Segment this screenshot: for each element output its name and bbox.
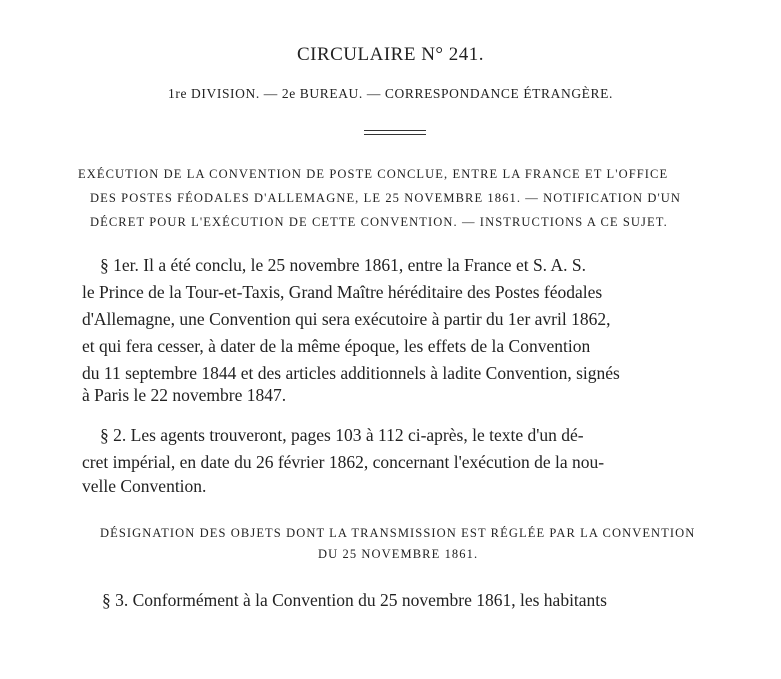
- paragraph-line: § 2. Les agents trouveront, pages 103 à 112 ci-après, le texte d'un dé-: [100, 425, 584, 445]
- division-subtitle: 1re DIVISION. — 2e BUREAU. — CORRESPONDANCE ÉTRANGÈRE.: [168, 86, 613, 101]
- paragraph-line: et qui fera cesser, à dater de la même époque, les effets de la Convention: [82, 336, 591, 356]
- heading-line: DES POSTES FÉODALES D'ALLEMAGNE, LE 25 NOVEMBRE 1861. — NOTIFICATION D'UN: [90, 191, 682, 205]
- circular-title: CIRCULAIRE N° 241.: [296, 44, 485, 65]
- paragraph-line: d'Allemagne, une Convention qui sera exécutoire à partir du 1er avril 1862,: [82, 309, 611, 329]
- paragraph-line: à Paris le 22 novembre 1847.: [82, 385, 287, 405]
- heading-line: DÉCRET POUR L'EXÉCUTION DE CETTE CONVENTION. — INSTRUCTIONS A CE SUJET.: [90, 215, 668, 229]
- paragraph-line: velle Convention.: [82, 476, 207, 496]
- heading-line: EXÉCUTION DE LA CONVENTION DE POSTE CONCLUE, ENTRE LA FRANCE ET L'OFFICE: [78, 167, 669, 181]
- decorative-rule: [364, 130, 426, 135]
- paragraph-line: le Prince de la Tour-et-Taxis, Grand Maître héréditaire des Postes féodales: [82, 282, 603, 302]
- paragraph-line: cret impérial, en date du 26 février 1862, concernant l'exécution de la nou-: [82, 452, 605, 472]
- heading-line: DU 25 NOVEMBRE 1861.: [318, 547, 479, 561]
- paragraph-line: § 3. Conformément à la Convention du 25 novembre 1861, les habitants: [102, 590, 607, 610]
- paragraph-line: du 11 septembre 1844 et des articles additionnels à ladite Convention, signés: [82, 363, 620, 383]
- heading-line: DÉSIGNATION DES OBJETS DONT LA TRANSMISSION EST RÉGLÉE PAR LA CONVENTION: [100, 526, 696, 540]
- paragraph-line: § 1er. Il a été conclu, le 25 novembre 1861, entre la France et S. A. S.: [100, 255, 586, 275]
